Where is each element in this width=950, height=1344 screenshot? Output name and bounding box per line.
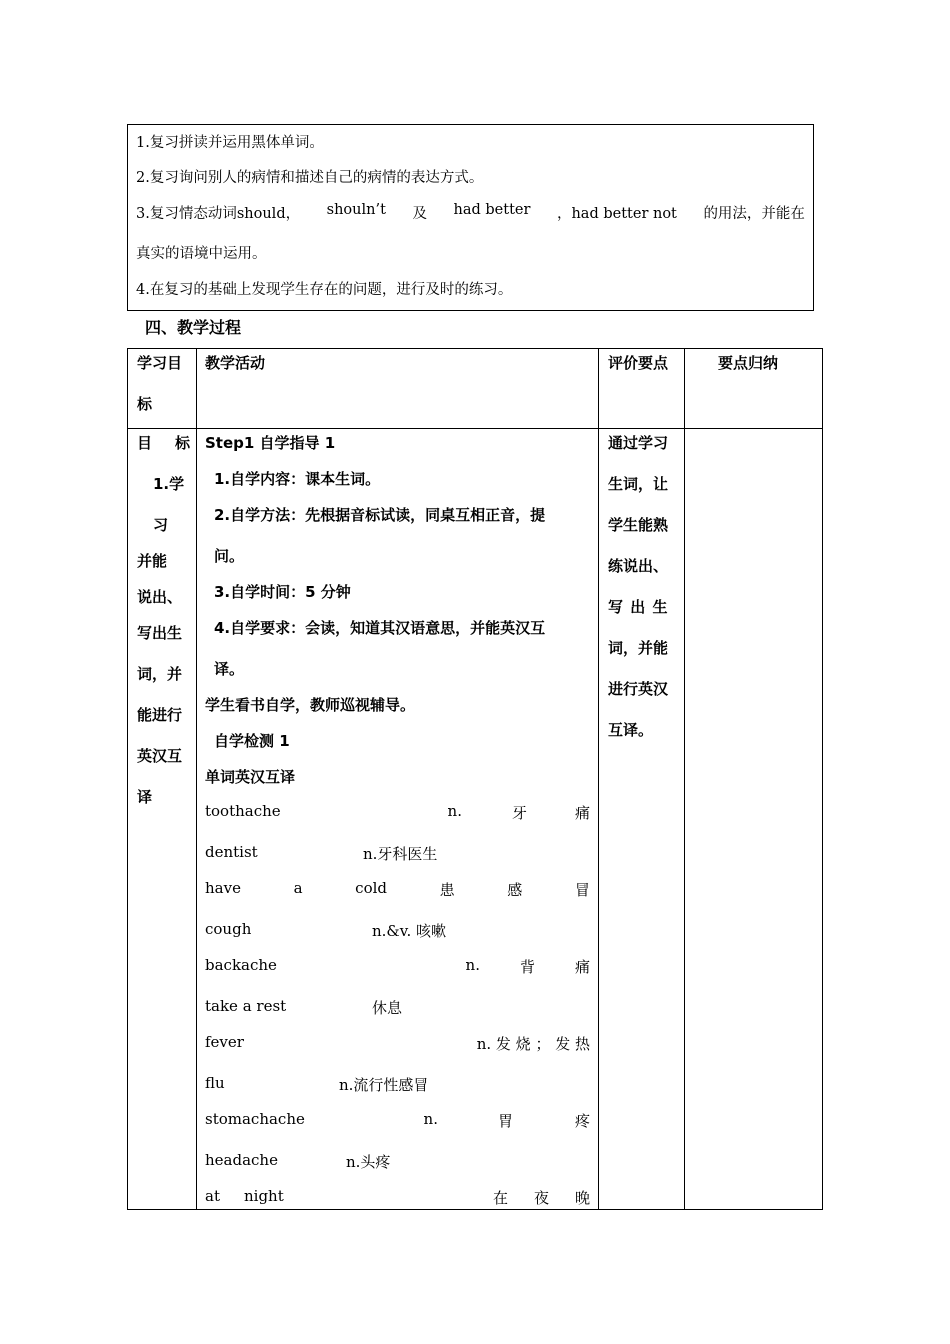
objectives-box — [127, 124, 814, 311]
table-header-divider — [127, 428, 823, 429]
header-goal: 学习目 — [137, 354, 183, 372]
objective-3-part: shouln’t — [326, 202, 386, 218]
objective-3-part: had better — [453, 202, 531, 218]
objective-3-part: 及 — [412, 206, 427, 222]
vocab-meaning: 患 — [439, 881, 455, 899]
vocab-word: dentist — [205, 843, 258, 861]
vocab-meaning: n.头疼 — [346, 1153, 391, 1171]
evaluation-line: 写 出 生 — [608, 598, 668, 616]
goal-line: 目 标 — [137, 434, 195, 452]
vocab-meaning: 休息 — [372, 999, 403, 1017]
goal-line: 能进行 — [137, 706, 183, 724]
vocab-pos: n. — [465, 956, 480, 974]
vocab-word: headache — [205, 1151, 278, 1169]
activity-item: 4.自学要求：会读，知道其汉语意思，并能英汉互 — [214, 619, 546, 637]
evaluation-line: 练说出、 — [608, 557, 669, 575]
vocab-meaning: 背 — [519, 958, 535, 976]
goal-line: 英汉互 — [137, 747, 183, 765]
vocab-row — [205, 1110, 590, 1131]
vocab-meaning: 感 — [507, 881, 523, 899]
vocab-word: stomachache — [205, 1110, 305, 1128]
vocab-meaning: n.&v. 咳嗽 — [372, 922, 447, 940]
vocab-word: take a rest — [205, 997, 287, 1015]
objective-3-continued: 真实的语境中运用。 — [136, 246, 267, 262]
vocab-row — [205, 920, 447, 940]
goal-line: 说出、 — [137, 588, 183, 606]
activity-item: 1.自学内容：课本生词。 — [214, 470, 381, 488]
table-border-top — [127, 348, 823, 349]
vocab-word: flu — [205, 1074, 225, 1092]
table-border-left — [127, 348, 128, 1210]
vocab-meaning: 疼 — [574, 1112, 590, 1130]
evaluation-line: 通过学习 — [608, 434, 669, 452]
vocab-word: fever — [205, 1033, 244, 1051]
objective-2: 2.复习询问别人的病情和描述自己的病情的表达方式。 — [136, 170, 484, 186]
vocab-row — [205, 1033, 590, 1054]
table-border-right — [822, 348, 823, 1210]
evaluation-line: 学生能熟 — [608, 516, 669, 534]
goal-line: 词，并 — [137, 665, 183, 683]
vocab-meaning: 晚 — [574, 1189, 590, 1207]
vocab-meaning: 冒 — [574, 881, 590, 899]
vocab-title: 单词英汉互译 — [205, 768, 296, 786]
activity-item-cont: 译。 — [214, 660, 245, 678]
activity-item: 3.自学时间：5 分钟 — [214, 583, 351, 601]
objective-3-part: 的用法，并能在 — [703, 206, 805, 222]
column-divider — [598, 348, 599, 1210]
teaching-process-table — [127, 348, 823, 1210]
vocab-row — [205, 1187, 590, 1208]
step-title: Step1 自学指导 1 — [205, 434, 336, 452]
evaluation-line: 互译。 — [608, 721, 654, 739]
objective-1: 1.复习拼读并运用黑体单词。 — [136, 135, 324, 151]
objective-3-part: ，had better not — [556, 206, 677, 222]
vocab-meaning: 痛 — [574, 958, 590, 976]
evaluation-line: 词，并能 — [608, 639, 669, 657]
vocab-word: cough — [205, 920, 252, 938]
objective-4: 4.在复习的基础上发现学生存在的问题，进行及时的练习。 — [136, 282, 513, 298]
header-activity: 教学活动 — [205, 354, 266, 372]
goal-line: 1.学 — [153, 475, 185, 493]
vocab-word: cold — [355, 879, 388, 897]
vocab-row — [205, 956, 590, 977]
header-summary: 要点归纳 — [718, 354, 779, 372]
vocab-row — [205, 802, 590, 823]
vocab-meaning: 牙 — [511, 804, 527, 822]
vocab-meaning: n.牙科医生 — [363, 845, 438, 863]
activity-note: 学生看书自学，教师巡视辅导。 — [205, 696, 416, 714]
vocab-meaning: 痛 — [574, 804, 590, 822]
table-border-bottom — [127, 1209, 823, 1210]
goal-line: 写出生 — [137, 624, 183, 642]
vocab-row — [205, 997, 403, 1017]
goal-line: 并能 — [137, 552, 168, 570]
self-test-title: 自学检测 1 — [214, 732, 290, 750]
objective-3 — [136, 202, 805, 223]
vocab-word: have — [205, 879, 241, 897]
goal-line: 习 — [153, 516, 169, 534]
vocab-row — [205, 843, 438, 863]
vocab-word: backache — [205, 956, 277, 974]
vocab-pos: n. — [447, 802, 462, 820]
vocab-meaning: n. 发 烧 ； 发 热 — [476, 1035, 590, 1053]
column-divider — [684, 348, 685, 1210]
vocab-meaning: 胃 — [497, 1112, 513, 1130]
vocab-row — [205, 1151, 391, 1171]
activity-item-cont: 问。 — [214, 547, 245, 565]
header-evaluation: 评价要点 — [608, 354, 669, 372]
vocab-meaning: 在 — [492, 1189, 508, 1207]
evaluation-line: 进行英汉 — [608, 680, 669, 698]
goal-line: 译 — [137, 788, 153, 806]
column-divider — [196, 348, 197, 1210]
vocab-pos: n. — [423, 1110, 438, 1128]
evaluation-line: 生词，让 — [608, 475, 669, 493]
vocab-row — [205, 1074, 429, 1094]
activity-item: 2.自学方法：先根据音标试读，同桌互相正音，提 — [214, 506, 546, 524]
vocab-meaning: 夜 — [533, 1189, 549, 1207]
vocab-word: toothache — [205, 802, 281, 820]
vocab-word: at — [205, 1187, 220, 1205]
vocab-row — [205, 879, 590, 900]
objective-3-part: 3.复习情态动词should， — [136, 206, 301, 222]
section-heading: 四、教学过程 — [145, 318, 242, 337]
vocab-word: night — [243, 1187, 284, 1205]
vocab-meaning: n.流行性感冒 — [339, 1076, 429, 1094]
vocab-word: a — [293, 879, 303, 897]
header-goal-cont: 标 — [137, 395, 153, 413]
